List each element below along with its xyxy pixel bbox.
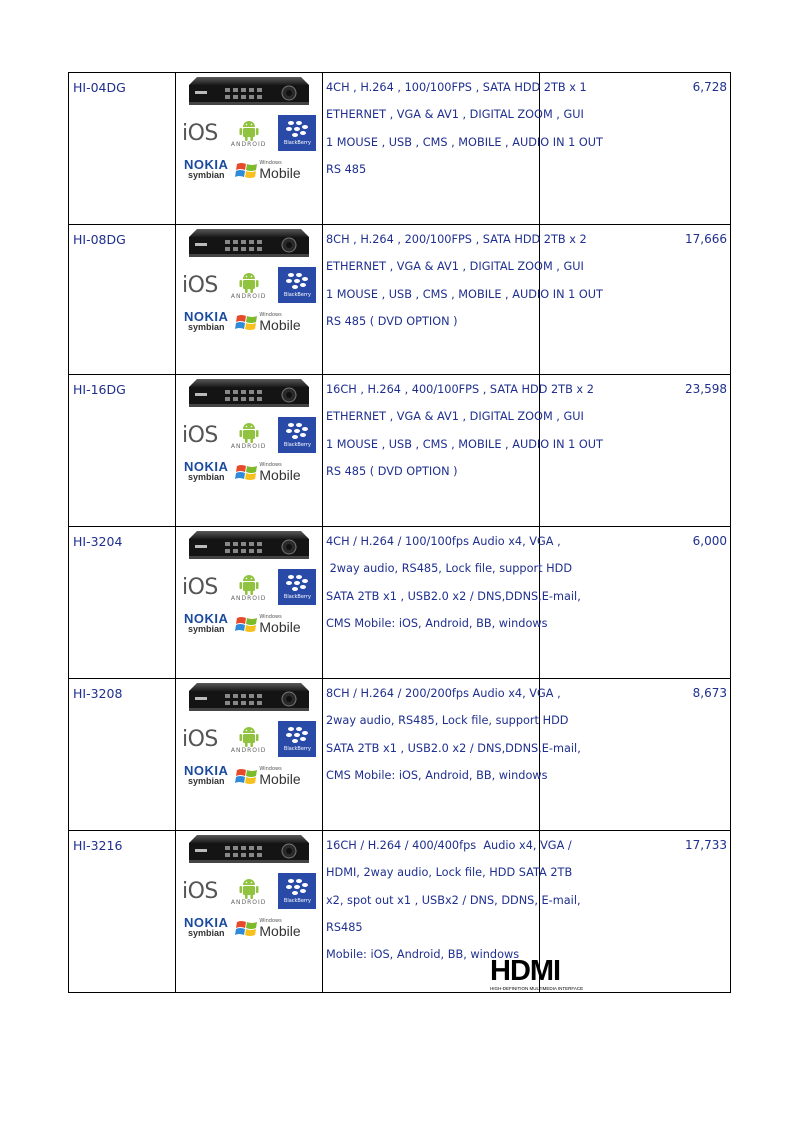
windows-mobile-logo bbox=[236, 462, 300, 482]
symbian-text: symbian bbox=[187, 170, 225, 180]
android-text: ANDROID bbox=[230, 292, 267, 300]
nokia-text: NOKIA bbox=[184, 763, 229, 778]
mobile-text: Mobile bbox=[259, 618, 301, 635]
blackberry-logo bbox=[278, 873, 316, 909]
model-name: HI-3208 bbox=[73, 686, 123, 701]
android-logo bbox=[231, 421, 267, 450]
spec-cell bbox=[323, 375, 603, 527]
blackberry-text: BlackBerry bbox=[283, 898, 311, 904]
android-robot-icon bbox=[239, 725, 259, 747]
model-cell bbox=[69, 679, 176, 831]
blackberry-icon bbox=[285, 272, 309, 292]
nokia-text: NOKIA bbox=[184, 915, 229, 930]
price-value: 17,733 bbox=[685, 838, 727, 852]
blackberry-icon bbox=[285, 878, 309, 898]
model-cell bbox=[69, 225, 176, 375]
android-robot-icon bbox=[239, 877, 259, 899]
model-name: HI-04DG bbox=[73, 80, 126, 95]
hdmi-logo-text: HDMI bbox=[490, 955, 561, 987]
spec-line: CMS Mobile: iOS, Android, BB, windows bbox=[326, 768, 548, 782]
android-logo bbox=[231, 119, 267, 148]
android-robot-icon bbox=[239, 573, 259, 595]
os-logos-row bbox=[182, 417, 322, 453]
price-value: 6,728 bbox=[692, 80, 727, 94]
symbian-text: symbian bbox=[187, 322, 225, 332]
dvr-device-image bbox=[183, 679, 315, 715]
dvr-device-image bbox=[183, 73, 315, 109]
blackberry-icon bbox=[285, 422, 309, 442]
image-cell bbox=[176, 375, 323, 527]
spec-line: 16CH / H.264 / 400/400fps Audio x4, VGA / bbox=[326, 839, 572, 852]
price-value: 8,673 bbox=[692, 686, 727, 700]
windows-flag-icon bbox=[236, 918, 258, 938]
windows-mobile-logo bbox=[236, 160, 300, 180]
image-cell bbox=[176, 225, 323, 375]
table-row bbox=[69, 225, 731, 375]
windows-mobile-logo bbox=[236, 614, 300, 634]
spec-line: ETHERNET , VGA & AV1 , DIGITAL ZOOM , GUI bbox=[326, 108, 584, 122]
os-logos-row-2 bbox=[184, 159, 322, 180]
spec-line: ETHERNET , VGA & AV1 , DIGITAL ZOOM , GUI bbox=[326, 410, 584, 424]
os-logos-row bbox=[182, 267, 322, 303]
model-name: HI-3216 bbox=[73, 838, 123, 853]
price-value: 6,000 bbox=[692, 534, 727, 548]
os-logos-row-2 bbox=[184, 461, 322, 482]
windows-text: Windows bbox=[259, 765, 282, 772]
hdmi-logo bbox=[490, 957, 620, 993]
windows-mobile-logo bbox=[236, 312, 300, 332]
windows-text: Windows bbox=[259, 311, 282, 318]
os-logos-row-2 bbox=[184, 917, 322, 938]
image-cell bbox=[176, 527, 323, 679]
spec-line: 1 MOUSE , USB , CMS , MOBILE , AUDIO IN 1 OUT bbox=[326, 287, 603, 301]
os-logos-row-2 bbox=[184, 765, 322, 786]
nokia-symbian-logo bbox=[184, 159, 228, 180]
windows-flag-icon bbox=[236, 614, 258, 634]
model-cell bbox=[69, 527, 176, 679]
os-logos-row bbox=[182, 873, 322, 909]
mobile-text: Mobile bbox=[259, 164, 301, 181]
model-cell bbox=[69, 375, 176, 527]
ios-logo: iOS bbox=[182, 422, 218, 448]
android-text: ANDROID bbox=[230, 898, 267, 906]
model-cell bbox=[69, 73, 176, 225]
windows-text: Windows bbox=[259, 917, 282, 924]
spec-line: SATA 2TB x1 , USB2.0 x2 / DNS,DDNS,E-mail, bbox=[326, 741, 581, 755]
spec-line: CMS Mobile: iOS, Android, BB, windows bbox=[326, 616, 548, 630]
symbian-text: symbian bbox=[187, 472, 225, 482]
nokia-symbian-logo bbox=[184, 613, 228, 634]
android-logo bbox=[231, 877, 267, 906]
android-logo bbox=[231, 725, 267, 754]
spec-cell bbox=[323, 225, 603, 375]
spec-line: x2, spot out x1 , USBx2 / DNS, DDNS, E-mail, bbox=[326, 893, 581, 907]
table-row bbox=[69, 527, 731, 679]
spec-line: RS 485 ( DVD OPTION ) bbox=[326, 464, 458, 478]
blackberry-text: BlackBerry bbox=[283, 442, 311, 448]
nokia-symbian-logo bbox=[184, 461, 228, 482]
windows-flag-icon bbox=[236, 312, 258, 332]
mobile-text: Mobile bbox=[259, 922, 301, 939]
spec-line: RS 485 ( DVD OPTION ) bbox=[326, 314, 458, 328]
dvr-device-image bbox=[183, 225, 315, 261]
ios-logo: iOS bbox=[182, 726, 218, 752]
blackberry-icon bbox=[285, 726, 309, 746]
windows-flag-icon bbox=[236, 462, 258, 482]
dvr-device-image bbox=[183, 375, 315, 411]
blackberry-icon bbox=[285, 120, 309, 140]
nokia-symbian-logo bbox=[184, 917, 228, 938]
ios-logo: iOS bbox=[182, 574, 218, 600]
model-name: HI-3204 bbox=[73, 534, 123, 549]
windows-mobile-logo bbox=[236, 918, 300, 938]
dvr-device-image bbox=[183, 527, 315, 563]
windows-mobile-logo bbox=[236, 766, 300, 786]
spec-line: 1 MOUSE , USB , CMS , MOBILE , AUDIO IN 1 OUT bbox=[326, 135, 603, 149]
android-robot-icon bbox=[239, 119, 259, 141]
blackberry-logo bbox=[278, 115, 316, 151]
spec-cell bbox=[323, 679, 581, 831]
price-table bbox=[68, 72, 731, 993]
android-robot-icon bbox=[239, 421, 259, 443]
nokia-text: NOKIA bbox=[184, 309, 229, 324]
spec-line: 8CH , H.264 , 200/100FPS , SATA HDD 2TB x 2 bbox=[326, 233, 587, 246]
os-logos-row bbox=[182, 115, 322, 151]
spec-line: 4CH , H.264 , 100/100FPS , SATA HDD 2TB x 1 bbox=[326, 81, 587, 94]
spec-line: Mobile: iOS, Android, BB, windows bbox=[326, 948, 520, 962]
android-logo bbox=[231, 573, 267, 602]
windows-text: Windows bbox=[259, 613, 282, 620]
blackberry-logo bbox=[278, 417, 316, 453]
dvr-device-image bbox=[183, 831, 315, 867]
mobile-text: Mobile bbox=[259, 770, 301, 787]
os-logos-row-2 bbox=[184, 613, 322, 634]
table-row bbox=[69, 831, 731, 993]
image-cell bbox=[176, 679, 323, 831]
spec-line: HDMI, 2way audio, Lock file, HDD SATA 2TB bbox=[326, 866, 573, 880]
nokia-symbian-logo bbox=[184, 311, 228, 332]
image-cell bbox=[176, 73, 323, 225]
blackberry-text: BlackBerry bbox=[283, 746, 311, 752]
android-robot-icon bbox=[239, 271, 259, 293]
spec-line: ETHERNET , VGA & AV1 , DIGITAL ZOOM , GUI bbox=[326, 260, 584, 274]
blackberry-logo bbox=[278, 267, 316, 303]
symbian-text: symbian bbox=[187, 776, 225, 786]
blackberry-text: BlackBerry bbox=[283, 140, 311, 146]
symbian-text: symbian bbox=[187, 624, 225, 634]
spec-line: RS 485 bbox=[326, 162, 367, 176]
android-text: ANDROID bbox=[230, 594, 267, 602]
windows-text: Windows bbox=[259, 159, 282, 166]
nokia-symbian-logo bbox=[184, 765, 228, 786]
android-text: ANDROID bbox=[230, 442, 267, 450]
ios-logo: iOS bbox=[182, 272, 218, 298]
model-cell bbox=[69, 831, 176, 993]
os-logos-row bbox=[182, 721, 322, 757]
ios-logo: iOS bbox=[182, 878, 218, 904]
spec-cell bbox=[323, 73, 603, 225]
mobile-text: Mobile bbox=[259, 466, 301, 483]
blackberry-logo bbox=[278, 721, 316, 757]
windows-flag-icon bbox=[236, 766, 258, 786]
spec-line: 2way audio, RS485, Lock file, support HDD bbox=[326, 562, 573, 576]
price-value: 17,666 bbox=[685, 232, 727, 246]
os-logos-row-2 bbox=[184, 311, 322, 332]
symbian-text: symbian bbox=[187, 928, 225, 938]
android-text: ANDROID bbox=[230, 140, 267, 148]
table-row bbox=[69, 73, 731, 225]
image-cell bbox=[176, 831, 323, 993]
windows-flag-icon bbox=[236, 160, 258, 180]
blackberry-icon bbox=[285, 574, 309, 594]
spec-line: RS485 bbox=[326, 920, 363, 934]
windows-text: Windows bbox=[259, 461, 282, 468]
blackberry-text: BlackBerry bbox=[283, 594, 311, 600]
android-logo bbox=[231, 271, 267, 300]
android-text: ANDROID bbox=[230, 746, 267, 754]
table-row bbox=[69, 679, 731, 831]
spec-line: 8CH / H.264 / 200/200fps Audio x4, VGA , bbox=[326, 687, 561, 700]
nokia-text: NOKIA bbox=[184, 459, 229, 474]
spec-line: 4CH / H.264 / 100/100fps Audio x4, VGA , bbox=[326, 535, 561, 548]
ios-logo: iOS bbox=[182, 120, 218, 146]
nokia-text: NOKIA bbox=[184, 157, 229, 172]
spec-line: 2way audio, RS485, Lock file, support HDD bbox=[326, 714, 569, 728]
price-value: 23,598 bbox=[685, 382, 727, 396]
model-name: HI-08DG bbox=[73, 232, 126, 247]
blackberry-text: BlackBerry bbox=[283, 292, 311, 298]
spec-cell bbox=[323, 527, 581, 679]
spec-line: 1 MOUSE , USB , CMS , MOBILE , AUDIO IN 1 OUT bbox=[326, 437, 603, 451]
blackberry-logo bbox=[278, 569, 316, 605]
hdmi-tagline: HIGH-DEFINITION MULTIMEDIA INTERFACE bbox=[490, 986, 584, 991]
nokia-text: NOKIA bbox=[184, 611, 229, 626]
os-logos-row bbox=[182, 569, 322, 605]
spec-cell bbox=[323, 831, 584, 993]
spec-line: SATA 2TB x1 , USB2.0 x2 / DNS,DDNS,E-mail, bbox=[326, 589, 581, 603]
model-name: HI-16DG bbox=[73, 382, 126, 397]
spec-line: 16CH , H.264 , 400/100FPS , SATA HDD 2TB x 2 bbox=[326, 383, 594, 396]
mobile-text: Mobile bbox=[259, 316, 301, 333]
table-row bbox=[69, 375, 731, 527]
